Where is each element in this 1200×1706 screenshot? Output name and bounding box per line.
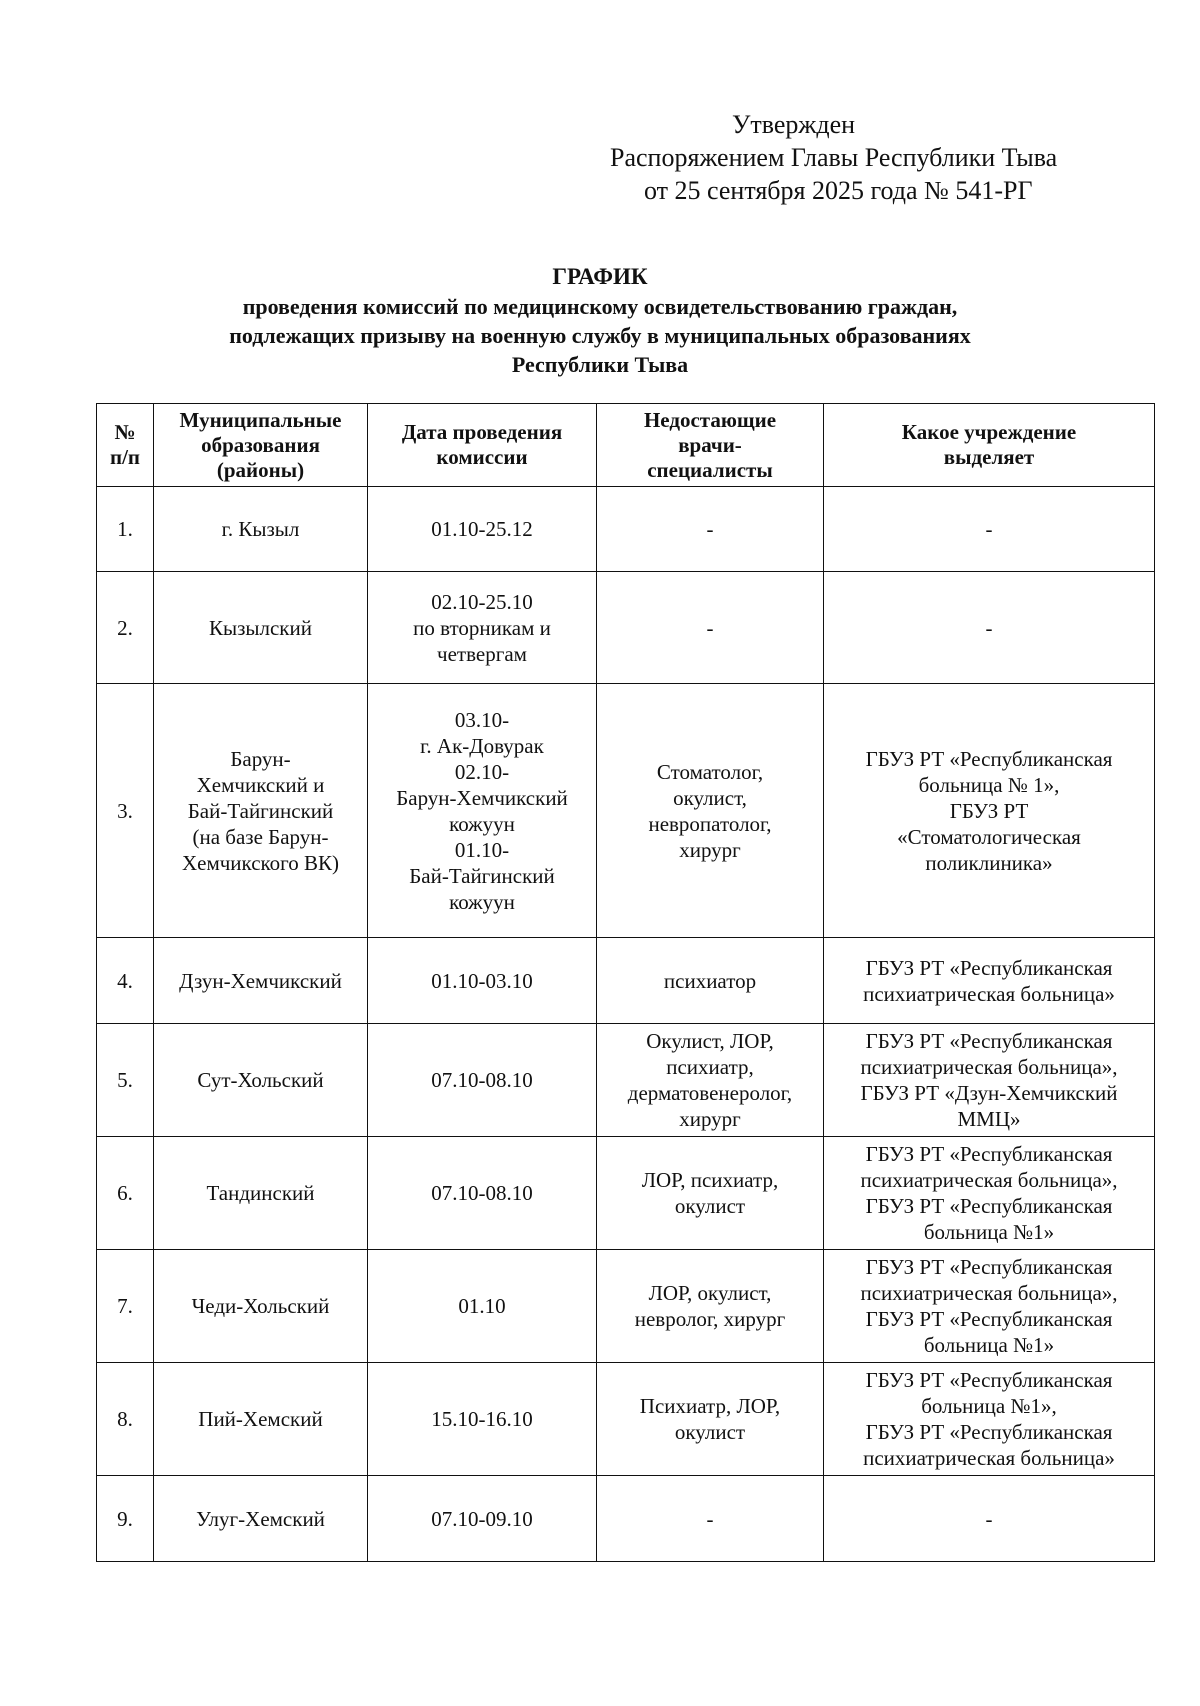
table-row: [97, 1024, 1155, 1137]
row-district: г. Кызыл: [154, 487, 368, 572]
row-district: Дзун-Хемчикский: [154, 938, 368, 1024]
document-title-line-1: проведения комиссий по медицинскому освидетельствованию граждан,: [242, 294, 958, 319]
row-doctors: -: [597, 572, 824, 684]
row-number: 8.: [97, 1363, 154, 1476]
row-date: 01.10-03.10: [368, 938, 597, 1024]
approval-order-line: Распоряжением Главы Республики Тыва: [610, 143, 1058, 172]
row-number: 3.: [97, 684, 154, 938]
row-number: 2.: [97, 572, 154, 684]
row-doctors: ЛОР, психиатр, окулист: [597, 1137, 824, 1250]
row-number: 9.: [97, 1476, 154, 1562]
table-row: [97, 1363, 1155, 1476]
row-date: 07.10-08.10: [368, 1024, 597, 1137]
row-institution: -: [824, 1476, 1155, 1562]
document-title-line-3: Республики Тыва: [511, 352, 689, 377]
row-institution: ГБУЗ РТ «Республиканская психиатрическая больница»: [824, 938, 1155, 1024]
row-district: Пий-Хемский: [154, 1363, 368, 1476]
row-doctors: Стоматолог, окулист, невропатолог, хирург: [597, 684, 824, 938]
document-title-line-2: подлежащих призыву на военную службу в муниципальных образованиях: [229, 323, 971, 348]
row-district: Чеди-Хольский: [154, 1250, 368, 1363]
header-district: Муниципальные образования (районы): [154, 404, 368, 487]
row-institution: -: [824, 572, 1155, 684]
header-date: Дата проведения комиссии: [368, 404, 597, 487]
row-district: Сут-Хольский: [154, 1024, 368, 1137]
row-number: 5.: [97, 1024, 154, 1137]
row-date: 03.10- г. Ак-Довурак 02.10- Барун-Хемчикский кожуун 01.10- Бай-Тайгинский кожуун: [368, 684, 597, 938]
row-institution: ГБУЗ РТ «Республиканская больница № 1», ГБУЗ РТ «Стоматологическая поликлиника»: [824, 684, 1155, 938]
row-institution: -: [824, 487, 1155, 572]
row-doctors: психиатор: [597, 938, 824, 1024]
row-date: 07.10-08.10: [368, 1137, 597, 1250]
row-doctors: -: [597, 487, 824, 572]
row-institution: ГБУЗ РТ «Республиканская психиатрическая больница», ГБУЗ РТ «Республиканская больница №1»: [824, 1250, 1155, 1363]
row-number: 1.: [97, 487, 154, 572]
table-row: [97, 1476, 1155, 1562]
table-row: [97, 1250, 1155, 1363]
header-doctors: Недостающие врачи- специалисты: [597, 404, 824, 487]
table-row: [97, 1137, 1155, 1250]
row-district: Барун- Хемчикский и Бай-Тайгинский (на базе Барун- Хемчикского ВК): [154, 684, 368, 938]
row-date: 02.10-25.10 по вторникам и четвергам: [368, 572, 597, 684]
row-date: 01.10-25.12: [368, 487, 597, 572]
row-doctors: ЛОР, окулист, невролог, хирург: [597, 1250, 824, 1363]
row-doctors: -: [597, 1476, 824, 1562]
row-district: Кызылский: [154, 572, 368, 684]
row-number: 6.: [97, 1137, 154, 1250]
row-institution: ГБУЗ РТ «Республиканская психиатрическая больница», ГБУЗ РТ «Дзун-Хемчикский ММЦ»: [824, 1024, 1155, 1137]
table-row: [97, 487, 1155, 572]
row-date: 01.10: [368, 1250, 597, 1363]
row-doctors: Психиатр, ЛОР, окулист: [597, 1363, 824, 1476]
row-institution: ГБУЗ РТ «Республиканская психиатрическая больница», ГБУЗ РТ «Республиканская больница №1»: [824, 1137, 1155, 1250]
approval-date-line: от 25 сентября 2025 года № 541-РГ: [644, 176, 1033, 205]
row-district: Тандинский: [154, 1137, 368, 1250]
schedule-table: [96, 403, 1155, 1562]
table-row: [97, 938, 1155, 1024]
row-date: 15.10-16.10: [368, 1363, 597, 1476]
approval-approved-line: Утвержден: [732, 110, 856, 139]
table-row: [97, 572, 1155, 684]
table-header-row: [97, 404, 1155, 487]
row-institution: ГБУЗ РТ «Республиканская больница №1», ГБУЗ РТ «Республиканская психиатрическая больница»: [824, 1363, 1155, 1476]
document-title-main: ГРАФИК: [552, 264, 648, 289]
header-institution: Какое учреждение выделяет: [824, 404, 1155, 487]
header-number: № п/п: [97, 404, 154, 487]
row-date: 07.10-09.10: [368, 1476, 597, 1562]
table-row: [97, 684, 1155, 938]
row-doctors: Окулист, ЛОР, психиатр, дерматовенеролог, хирург: [597, 1024, 824, 1137]
approval-block: [560, 108, 1120, 207]
row-number: 4.: [97, 938, 154, 1024]
document-title: [100, 262, 1100, 379]
row-number: 7.: [97, 1250, 154, 1363]
row-district: Улуг-Хемский: [154, 1476, 368, 1562]
